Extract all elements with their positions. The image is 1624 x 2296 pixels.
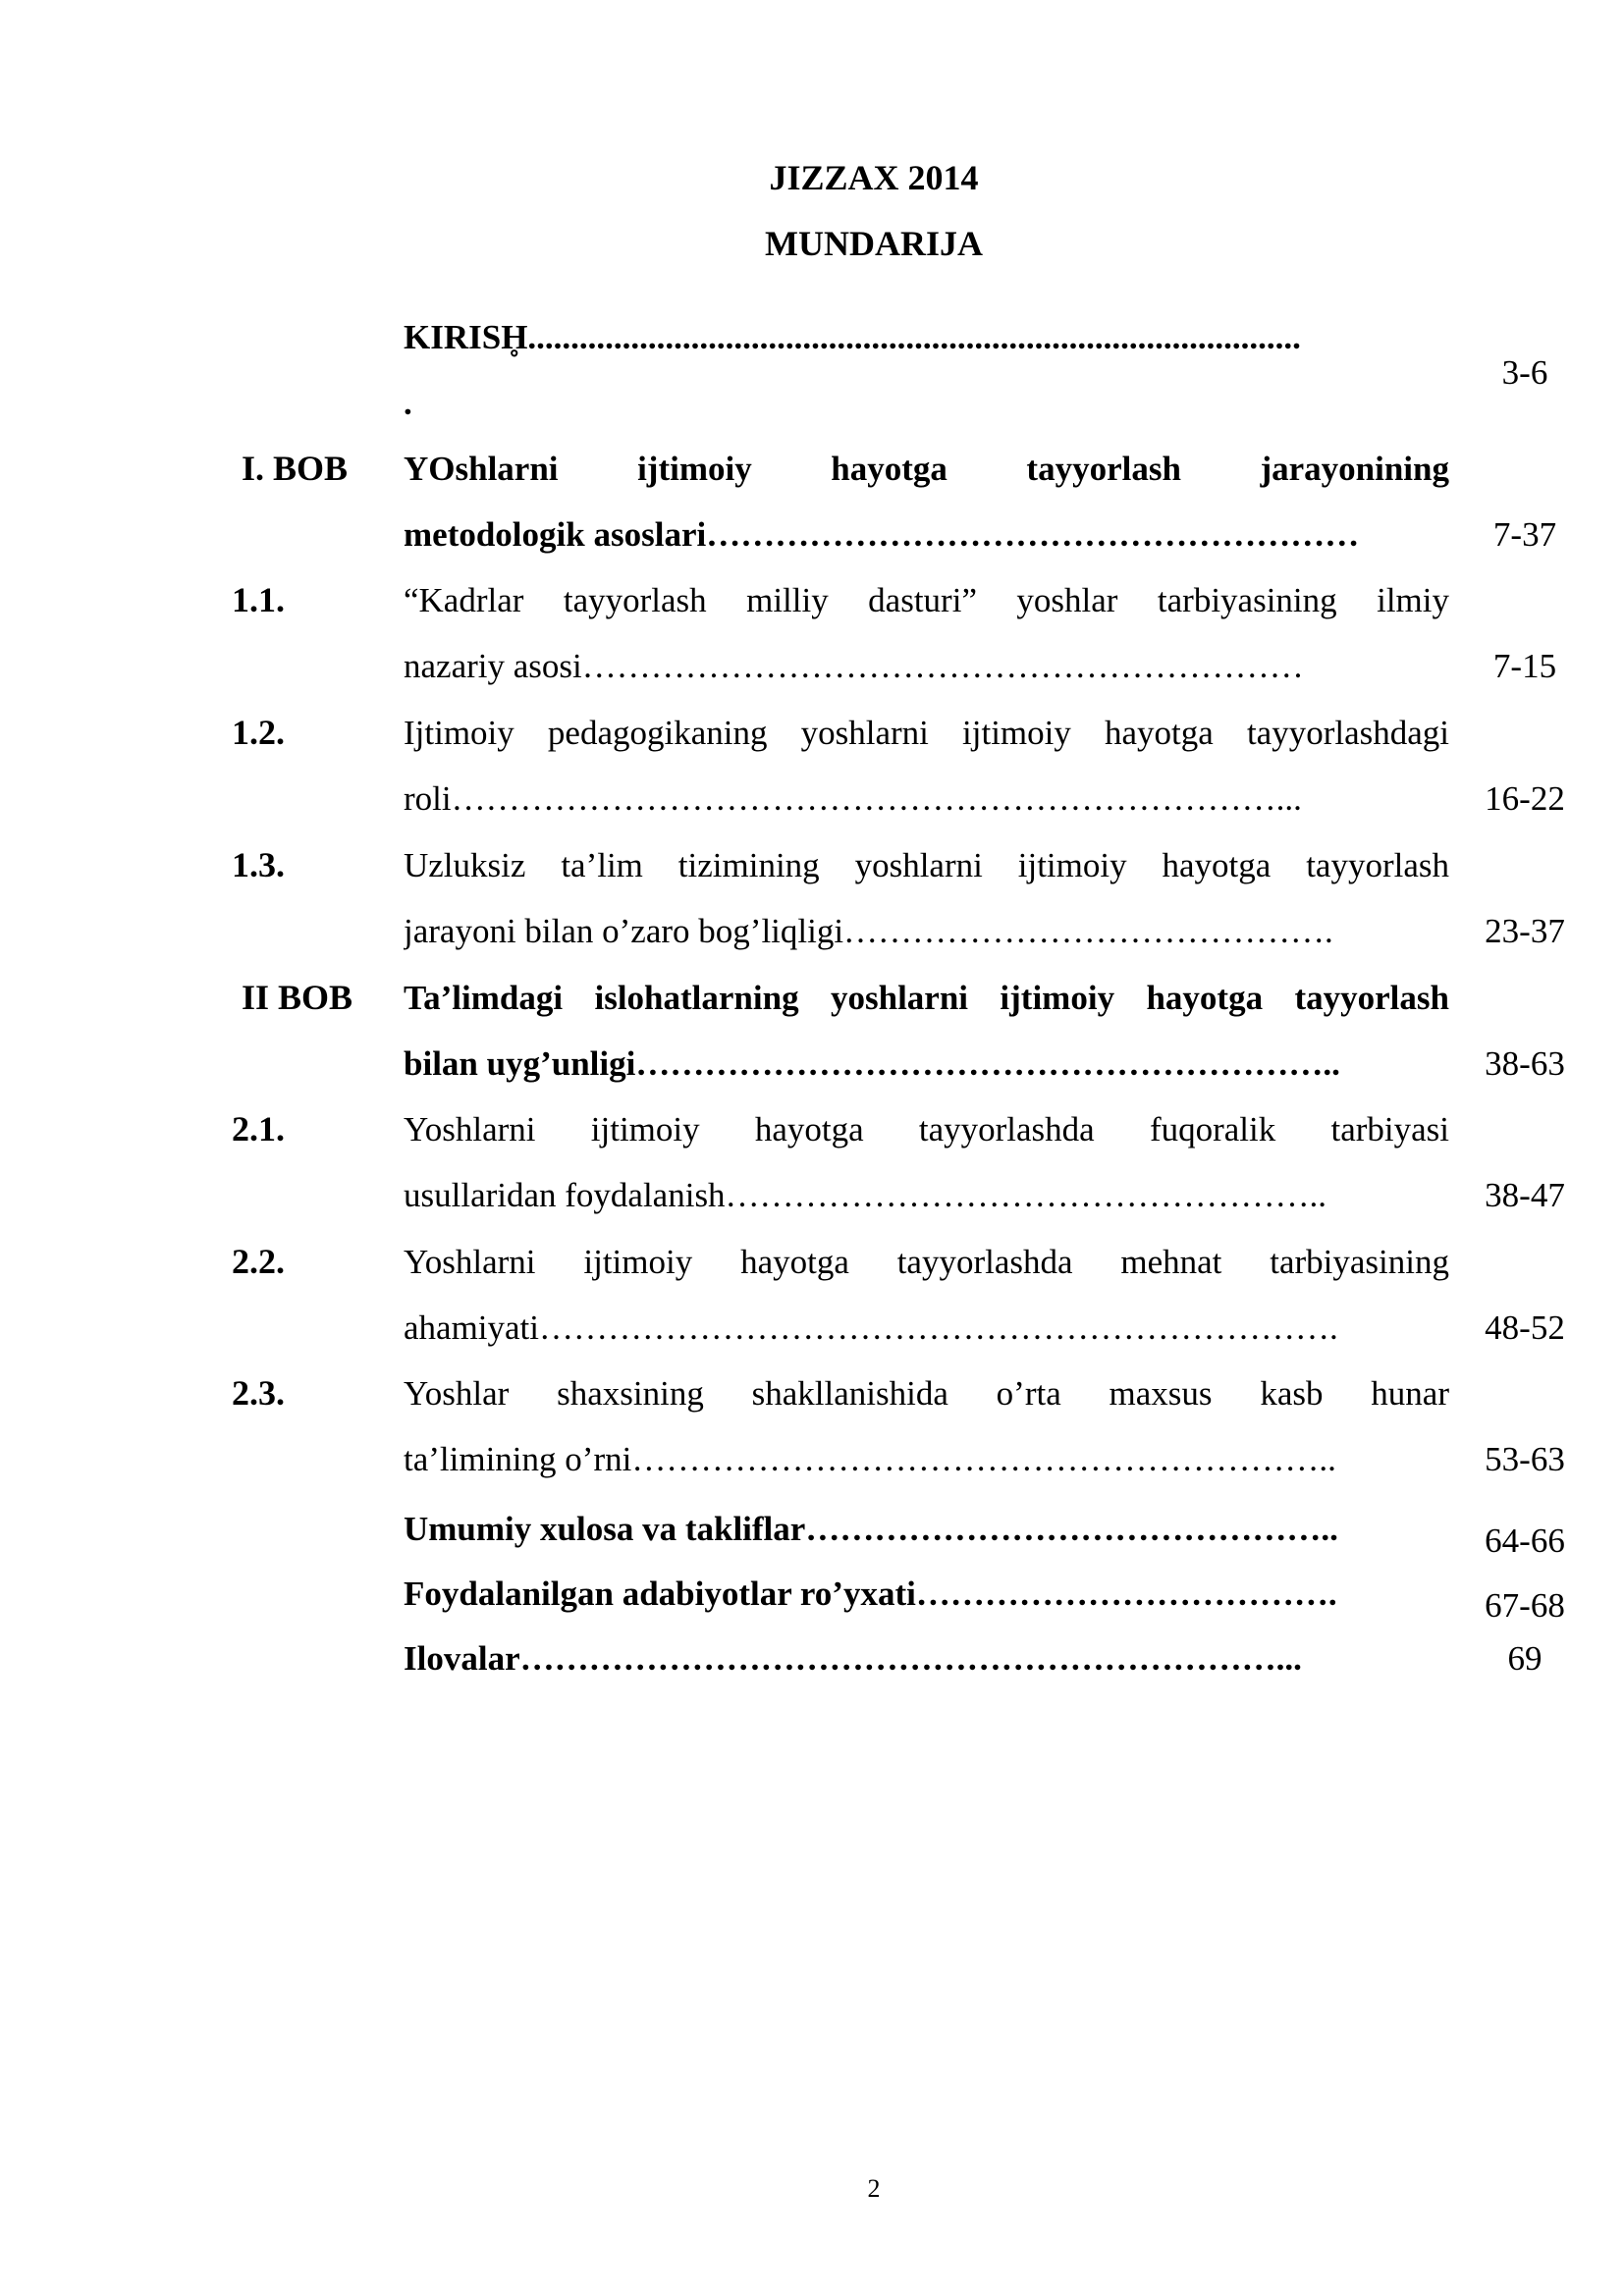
toc-entry-number: II BOB: [242, 978, 353, 1017]
toc-entry-line: nazariy asosi………………………………………………………: [404, 647, 1304, 685]
toc-entry-line: bilan uyg’unligi……………………………………………………..: [404, 1044, 1340, 1083]
toc-entry-title: [404, 567, 1449, 699]
toc-entry-number: I. BOB: [242, 449, 349, 488]
toc-entry-page: 53-63: [1485, 1440, 1565, 1478]
toc-entry-line: YOshlarni ijtimoiy hayotga tayyorlash jarayonining: [404, 450, 1449, 488]
toc-entry-line: Umumiy xulosa va takliflar………………………………………..: [404, 1510, 1338, 1548]
toc-entry-title: [404, 1096, 1449, 1228]
toc-entry-page: 69: [1507, 1639, 1543, 1678]
place-year-heading: JIZZAX 2014: [769, 158, 979, 197]
toc-entry-line: ahamiyati…………………………………………………………….: [404, 1308, 1338, 1347]
toc-entry-line: jarayoni bilan o’zaro bog’liqligi…………………………………….: [404, 912, 1333, 950]
toc-entry-line: ta’limining o’rni……………………………………………………..: [404, 1440, 1336, 1478]
toc-entry-number: 1.3.: [232, 845, 285, 884]
toc-entry-page: 38-47: [1485, 1176, 1565, 1214]
toc-entry-line: Uzluksiz ta’lim tizimining yoshlarni ijtimoiy hayotga tayyorlash: [404, 846, 1449, 884]
toc-entry-page: 7-15: [1492, 647, 1557, 685]
toc-entry-line: Foydalanilgan adabiyotlar ro’yxati……………………………….: [404, 1575, 1337, 1613]
toc-entry-title: [404, 436, 1449, 567]
toc-entry-title: [404, 1626, 1449, 1691]
toc-entry-page: 67-68: [1485, 1586, 1565, 1625]
toc-entry-page: 38-63: [1485, 1044, 1565, 1083]
toc-entry-line: KIRISH̥..........................................................................................: [404, 318, 1301, 356]
toc-title: MUNDARIJA: [765, 224, 983, 263]
toc-entry-title: [404, 965, 1449, 1096]
toc-entry-page: 23-37: [1485, 912, 1565, 950]
toc-entry-line: usullaridan foydalanish……………………………………………..: [404, 1176, 1327, 1214]
toc-entry-page: 7-37: [1492, 515, 1557, 554]
toc-entry-line: “Kadrlar tayyorlash milliy dasturi” yoshlar tarbiyasining ilmiy: [404, 581, 1449, 619]
toc-entry-line: metodologik asoslari…………………………………………………: [404, 515, 1360, 554]
toc-entry-title: [404, 1229, 1449, 1361]
toc-entry-title: [404, 1496, 1449, 1562]
toc-entry-number: 2.2.: [232, 1242, 285, 1281]
page-number: 2: [867, 2174, 881, 2203]
toc-entry-page: 16-22: [1485, 779, 1565, 818]
toc-entry-title: [404, 832, 1449, 964]
toc-entry-title: [404, 1361, 1449, 1492]
toc-entry-title: [404, 304, 1449, 436]
toc-entry-number: 2.1.: [232, 1109, 285, 1148]
toc-entry-line: .: [404, 384, 412, 422]
toc-entry-line: Yoshlarni ijtimoiy hayotga tayyorlashda mehnat tarbiyasining: [404, 1243, 1449, 1281]
toc-entry-line: Ilovalar…………………………………………………………...: [404, 1639, 1302, 1678]
toc-entry-number: 1.2.: [232, 713, 285, 752]
toc-entry-page: 64-66: [1485, 1522, 1565, 1560]
toc-entry-line: Yoshlarni ijtimoiy hayotga tayyorlashda fuqoralik tarbiyasi: [404, 1110, 1449, 1148]
toc-entry-title: [404, 700, 1449, 831]
toc-entry-number: 2.3.: [232, 1373, 285, 1413]
toc-entry-line: Ta’limdagi islohatlarning yoshlarni ijtimoiy hayotga tayyorlash: [404, 979, 1449, 1017]
toc-entry-page: 48-52: [1485, 1308, 1565, 1347]
toc-entry-number: 1.1.: [232, 580, 285, 619]
toc-entry-line: Ijtimoiy pedagogikaning yoshlarni ijtimoiy hayotga tayyorlashdagi: [404, 714, 1449, 752]
toc-entry-line: Yoshlar shaxsining shakllanishida o’rta maxsus kasb hunar: [404, 1374, 1449, 1413]
toc-entry-page: 3-6: [1501, 353, 1548, 392]
toc-entry-line: roli………………………………………………………………...: [404, 779, 1302, 818]
toc-entry-title: [404, 1561, 1449, 1627]
